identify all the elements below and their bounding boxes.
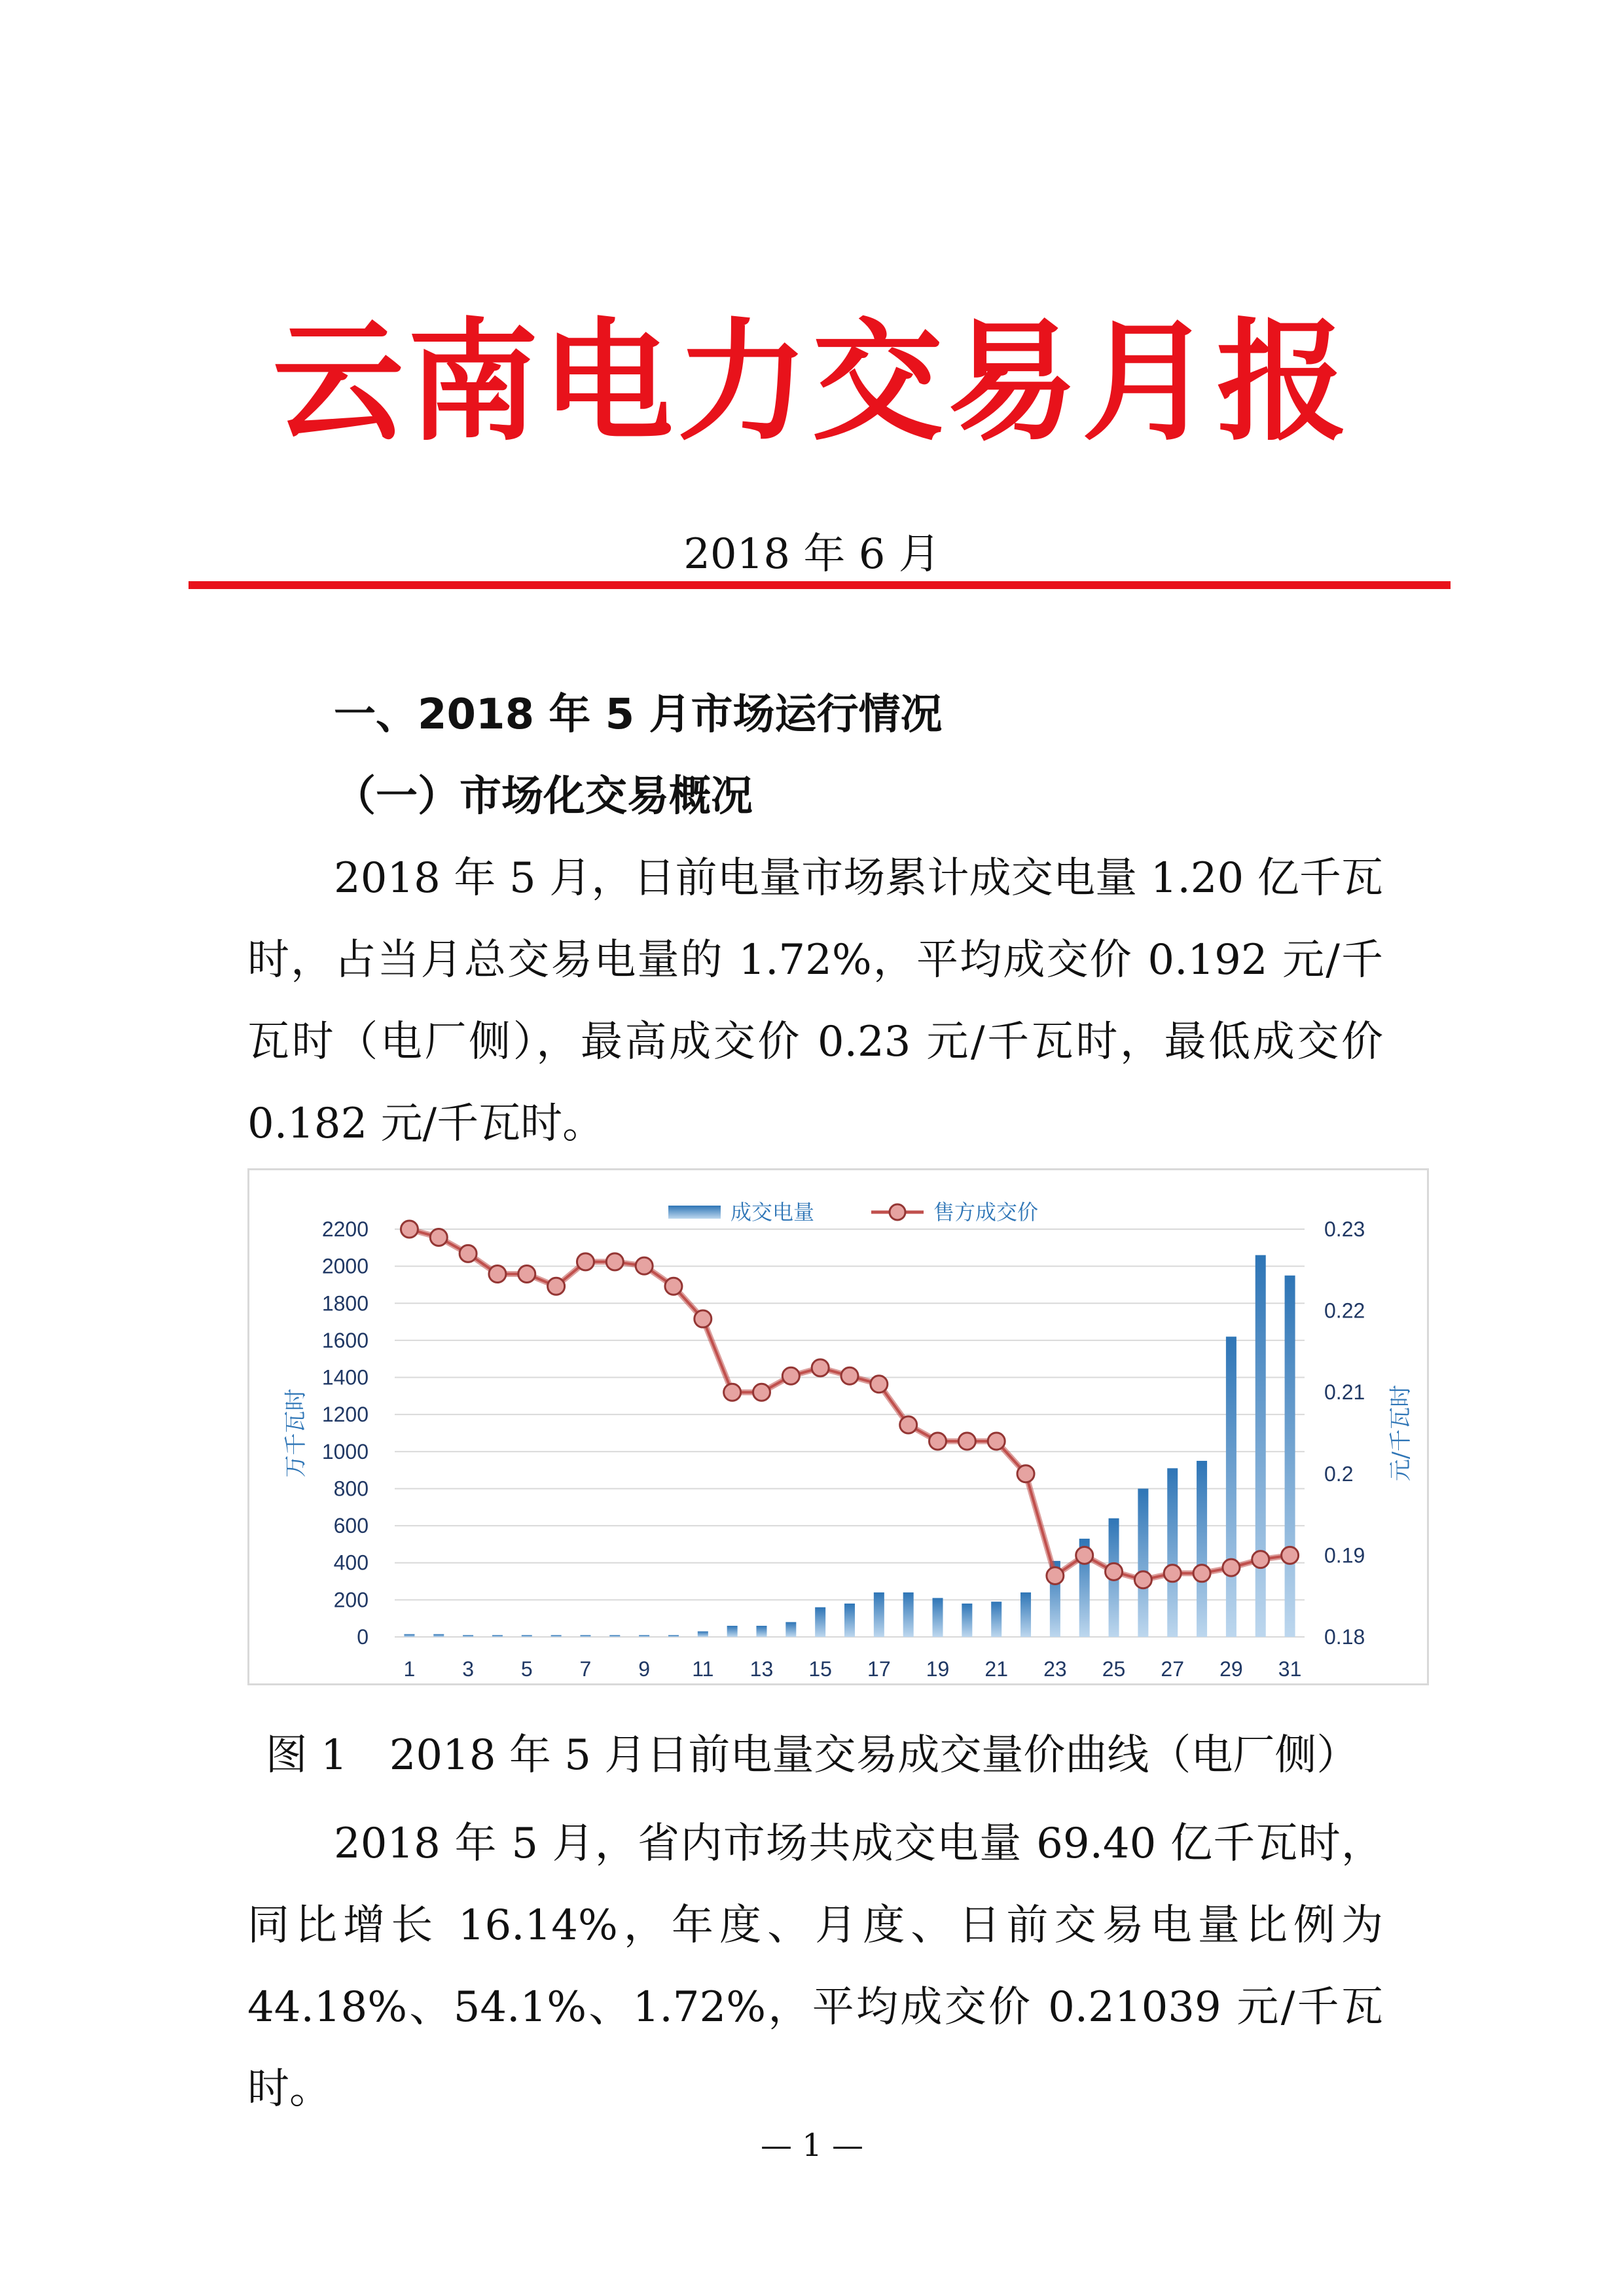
- chart-container: [247, 1168, 1429, 1685]
- price-point: [841, 1367, 858, 1384]
- price-point: [1047, 1568, 1064, 1585]
- price-point: [871, 1376, 888, 1393]
- y-tick-label: 1800: [321, 1291, 369, 1316]
- y-axis-title: 万千瓦时: [283, 1388, 309, 1478]
- volume-bar: [1167, 1468, 1178, 1637]
- y-tick-label: 1400: [321, 1365, 369, 1390]
- volume-bar: [580, 1635, 590, 1637]
- y-tick-label: 1000: [321, 1439, 369, 1463]
- volume-bar: [991, 1602, 1001, 1637]
- section-heading: 一、2018 年 5 月市场运行情况: [334, 691, 943, 739]
- volume-bar: [1255, 1255, 1266, 1637]
- y-tick-label: 0: [357, 1625, 369, 1649]
- x-tick-label: 5: [520, 1657, 533, 1681]
- price-point: [548, 1278, 565, 1295]
- volume-bar: [1138, 1488, 1148, 1637]
- x-tick-label: 3: [462, 1657, 474, 1681]
- price-point: [665, 1278, 682, 1295]
- legend-swatch-volume: [668, 1206, 721, 1219]
- price-point: [900, 1416, 917, 1433]
- volume-bar: [815, 1607, 825, 1637]
- volume-bar: [1197, 1461, 1207, 1637]
- y2-tick-label: 0.23: [1324, 1217, 1365, 1241]
- volume-bar: [698, 1632, 708, 1637]
- paragraph-day-ahead-summary: 2018 年 5 月，日前电量市场累计成交电量 1.20 亿千瓦时，占当月总交易电量的 1.72%，平均成交价 0.192 元/千瓦时（电厂侧），最高成交价 0.23 元/千瓦时，最低成交价 0.182 元/千瓦时。: [247, 854, 1383, 1148]
- paragraph-provincial-market: 2018 年 5 月，省内市场共成交电量 69.40 亿千瓦时，同比增长 16.14%，年度、月度、日前交易电量比例为 44.18%、54.1%、1.72%，平均成交价 0.21039 元/千瓦时。: [247, 1820, 1383, 2113]
- price-point: [1164, 1565, 1181, 1582]
- volume-bar: [404, 1634, 414, 1637]
- volume-bar: [1285, 1276, 1295, 1637]
- price-point: [1134, 1571, 1151, 1588]
- price-point: [1223, 1559, 1240, 1576]
- report-date: 2018 年 6 月: [683, 530, 941, 579]
- price-point: [460, 1245, 477, 1262]
- x-tick-label: 15: [808, 1657, 832, 1681]
- x-tick-label: 29: [1219, 1657, 1243, 1681]
- y-tick-label: 2000: [321, 1254, 369, 1278]
- x-tick-label: 7: [579, 1657, 592, 1681]
- y-tick-label: 600: [333, 1514, 369, 1538]
- volume-bar: [1020, 1592, 1031, 1637]
- price-point: [958, 1433, 975, 1450]
- y2-tick-label: 0.19: [1324, 1543, 1365, 1568]
- x-tick-label: 25: [1102, 1657, 1126, 1681]
- x-tick-label: 13: [749, 1657, 774, 1681]
- volume-bar: [874, 1592, 884, 1637]
- y-tick-label: 2200: [321, 1217, 369, 1241]
- volume-bar: [844, 1604, 855, 1637]
- price-point: [1252, 1551, 1269, 1568]
- price-point: [430, 1229, 447, 1246]
- price-point: [1017, 1465, 1034, 1482]
- price-point: [606, 1253, 623, 1270]
- price-point: [636, 1257, 653, 1274]
- y-tick-label: 200: [333, 1588, 369, 1612]
- price-point: [782, 1367, 799, 1384]
- price-point: [929, 1433, 947, 1450]
- volume-bar: [962, 1604, 972, 1637]
- volume-bar: [492, 1635, 503, 1637]
- y2-tick-label: 0.21: [1324, 1380, 1365, 1405]
- price-point: [489, 1266, 506, 1283]
- volume-bar: [639, 1635, 649, 1637]
- legend-label-price: 售方成交价: [933, 1200, 1039, 1225]
- volume-bar: [903, 1592, 914, 1637]
- y2-tick-label: 0.2: [1324, 1462, 1354, 1486]
- report-title: 云南电力交易月报: [272, 306, 1352, 459]
- price-point: [724, 1384, 741, 1401]
- price-point: [1076, 1547, 1093, 1564]
- x-tick-label: 31: [1278, 1657, 1302, 1681]
- x-tick-label: 9: [638, 1657, 651, 1681]
- price-point: [753, 1384, 770, 1401]
- price-point: [695, 1310, 712, 1327]
- price-point: [1106, 1563, 1123, 1580]
- price-point: [988, 1433, 1005, 1450]
- x-tick-label: 23: [1043, 1657, 1067, 1681]
- page-number: — 1 —: [760, 2127, 864, 2164]
- y-tick-label: 400: [333, 1551, 369, 1575]
- y-tick-label: 1600: [321, 1328, 369, 1352]
- volume-bar: [785, 1622, 796, 1637]
- volume-bar: [551, 1635, 562, 1637]
- y2-tick-label: 0.18: [1324, 1625, 1365, 1649]
- volume-bar: [522, 1635, 532, 1637]
- x-tick-label: 27: [1161, 1657, 1185, 1681]
- x-tick-label: 1: [403, 1657, 416, 1681]
- volume-bar: [668, 1635, 679, 1637]
- x-tick-label: 19: [926, 1657, 950, 1681]
- volume-bar: [433, 1634, 444, 1637]
- price-point: [401, 1221, 418, 1238]
- subsection-heading: （一）市场化交易概况: [334, 772, 753, 821]
- legend-swatch-price-marker: [890, 1204, 905, 1220]
- x-tick-label: 11: [692, 1657, 714, 1681]
- volume-bar: [609, 1635, 620, 1637]
- price-point: [1193, 1565, 1210, 1582]
- volume-bar: [727, 1626, 738, 1637]
- price-point: [1282, 1547, 1299, 1564]
- price-point: [518, 1266, 535, 1283]
- y2-tick-label: 0.22: [1324, 1299, 1365, 1323]
- volume-bar: [933, 1598, 943, 1637]
- y-tick-label: 1200: [321, 1403, 369, 1427]
- volume-bar: [1226, 1336, 1236, 1637]
- x-tick-label: 21: [984, 1657, 1008, 1681]
- price-line-shadow: [409, 1229, 1290, 1580]
- x-tick-label: 17: [867, 1657, 891, 1681]
- price-point: [577, 1253, 594, 1270]
- y2-axis-title: 元/千瓦时: [1388, 1384, 1414, 1482]
- figure-caption: 图 1 2018 年 5 月日前电量交易成交量价曲线（电厂侧）: [265, 1731, 1359, 1780]
- volume-bar: [463, 1635, 473, 1637]
- header-divider: [189, 581, 1451, 589]
- volume-price-chart: [249, 1170, 1431, 1687]
- legend-label-volume: 成交电量: [731, 1200, 815, 1225]
- price-point: [812, 1359, 829, 1376]
- y-tick-label: 800: [333, 1477, 369, 1501]
- volume-bar: [756, 1626, 767, 1637]
